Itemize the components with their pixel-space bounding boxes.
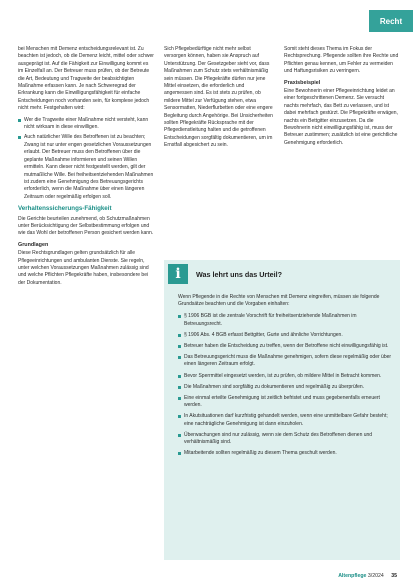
page-number: 35 (391, 573, 397, 579)
info-icon: i (168, 264, 188, 284)
list-item: Das Betreuungsgericht muss die Maßnahme genehmigen, sofern diese regelmäßig oder über einen längeren Zeitraum erfolgt. (178, 354, 392, 368)
list-item: Eine einmal erteilte Genehmigung ist zeitlich befristet und muss gegebenenfalls erneuert werden. (178, 395, 392, 409)
list-item: Betreuer haben die Entscheidung zu treffen, wenn der Betroffene nicht einwilligungsfähig ist. (178, 343, 392, 350)
list-item: Wer die Tragweite einer Maßnahme nicht versteht, kann nicht wirksam in diese einwilligen. (18, 117, 154, 132)
magazine-name: Altenpflege (338, 573, 367, 579)
sub-heading: Grundlagen (18, 241, 49, 248)
issue-number: 3/2024 (367, 573, 384, 579)
info-box-header (164, 260, 400, 288)
paragraph: Sich Pflegebedürftige nicht mehr selbst versorgen können, haben sie Anspruch auf Unterstützung. Der Gesetzgeber sieht vor, dass Maßnahmen zum Schutz stets verhältnismäßig sein müssen. Die Pflegekräfte dürfen nur jene Mittel einsetzen, die erforderlich und angemessen sind. Es ist stets zu prüfen, ob mildere Mittel zur Verfügung stehen, etwa Sensormatten, Niederflurbetten oder eine engere Begleitung durch Angehörige. Bei Unsicherheiten sollten Pflegekräfte Rücksprache mit der Pflegedienstleitung halten und die getroffenen Entscheidungen sorgfältig dokumentieren, um im Ernstfall abgesichert zu sein. (164, 46, 273, 149)
info-box-title: Was lehrt uns das Urteil? (196, 269, 283, 279)
info-box-body (164, 288, 400, 457)
column-left (18, 46, 154, 291)
list-item: Bevor Sperrmittel eingesetzt werden, ist zu prüfen, ob mildere Mittel in Betracht kommen. (178, 373, 392, 380)
section-heading: Verhaltenssicherungs-Fähigkeit (18, 205, 112, 213)
paragraph: bei Menschen mit Demenz entscheidungsrelevant ist. Zu beachten ist jedoch, ob die Demenz leicht, mittel oder schwer ausgeprägt ist. Auf die Fähigkeit zur Einwilligung kommt es im Einzelfall an. Der Betreuer muss prüfen, ob der Betreute die Art, Bedeutung und Tragweite der beabsichtigten Maßnahme erfassen kann. Je nach Schweregrad der Erkrankung kann die Einwilligungsfähigkeit für einfache Entscheidungen noch vorhanden sein, für komplexe jedoch nicht mehr. Festgehalten wird: (18, 46, 154, 112)
list-item: Die Maßnahmen sind sorgfältig zu dokumentieren und regelmäßig zu überprüfen. (178, 384, 392, 391)
list-item: Überwachungen sind nur zulässig, wenn sie dem Schutz des Betroffenen dienen und verhältnismäßig sind. (178, 432, 392, 446)
section-tab: Recht (369, 10, 413, 32)
bullet-list (18, 117, 154, 201)
page-footer (338, 573, 397, 579)
column-middle (164, 46, 274, 154)
list-item: § 1906 Abs. 4 BGB erfasst Bettgitter, Gurte und ähnliche Vorrichtungen. (178, 332, 392, 339)
paragraph: Somit steht dieses Thema im Fokus der Rechtsprechung. Pflegende sollten ihre Rechte und Pflichten genau kennen, um Fehler zu vermeiden und Haftungsrisiken zu verringern. (284, 46, 399, 75)
paragraph: Die Gerichte beurteilen zunehmend, ob Schutzmaßnahmen unter Berücksichtigung der Selbstbestimmung erfolgen und wie das Wohl der betroffenen Person gesichert werden kann. (18, 215, 154, 237)
section-heading: Praxisbeispiel (284, 79, 321, 86)
info-box-intro: Wenn Pflegende in die Rechte von Menschen mit Demenz eingreifen, müssen sie folgende Grundsätze beachten und die Vorgaben einhalten: (178, 294, 380, 308)
paragraph: Diese Rechtsgrundlagen gelten grundsätzlich für alle Pflegeeinrichtungen und ambulanten Dienste. Sie regeln, unter welchen Voraussetzungen Maßnahmen zulässig sind und welche Pflichten Pflegekräfte haben, insbesondere bei der Dokumentation. (18, 250, 149, 286)
list-item: § 1906 BGB ist die zentrale Vorschrift für freiheitsentziehende Maßnahmen im Betreuungsrecht. (178, 313, 392, 327)
column-right (284, 46, 400, 151)
paragraph: Eine Bewohnerin einer Pflegeeinrichtung leidet an einer fortgeschrittenen Demenz. Sie versucht nachts mehrfach, das Bett zu verlassen, und ist dabei mehrfach gestürzt. Die Pflegekräfte erwägen, nachts ein Bettgitter einzusetzen. Da die Bewohnerin nicht einwilligungsfähig ist, muss der Betreuer zustimmen; zusätzlich ist eine gerichtliche Genehmigung erforderlich. (284, 88, 398, 146)
list-item: Auch natürlicher Wille des Betroffenen ist zu beachten; Zwang ist nur unter engen gesetzlichen Voraussetzungen erlaubt. Der Betreuer muss den Betroffenen über die geplante Maßnahme informieren und seinen Willen ermitteln. Kann dieser nicht festgestellt werden, gilt der mutmaßliche Wille. Bei freiheitsentziehenden Maßnahmen ist zudem eine Genehmigung des Betreuungsgerichts erforderlich, wenn die Maßnahme über einen längeren Zeitraum oder regelmäßig erfolgen soll. (18, 134, 154, 201)
list-item: Mitarbeitende sollten regelmäßig zu diesem Thema geschult werden. (178, 450, 392, 457)
info-box-list (178, 313, 392, 457)
list-item: In Akutsituationen darf kurzfristig gehandelt werden, wenn eine unmittelbare Gefahr besteht; eine nachträgliche Genehmigung ist dann einzuholen. (178, 413, 392, 427)
info-box (164, 260, 400, 560)
